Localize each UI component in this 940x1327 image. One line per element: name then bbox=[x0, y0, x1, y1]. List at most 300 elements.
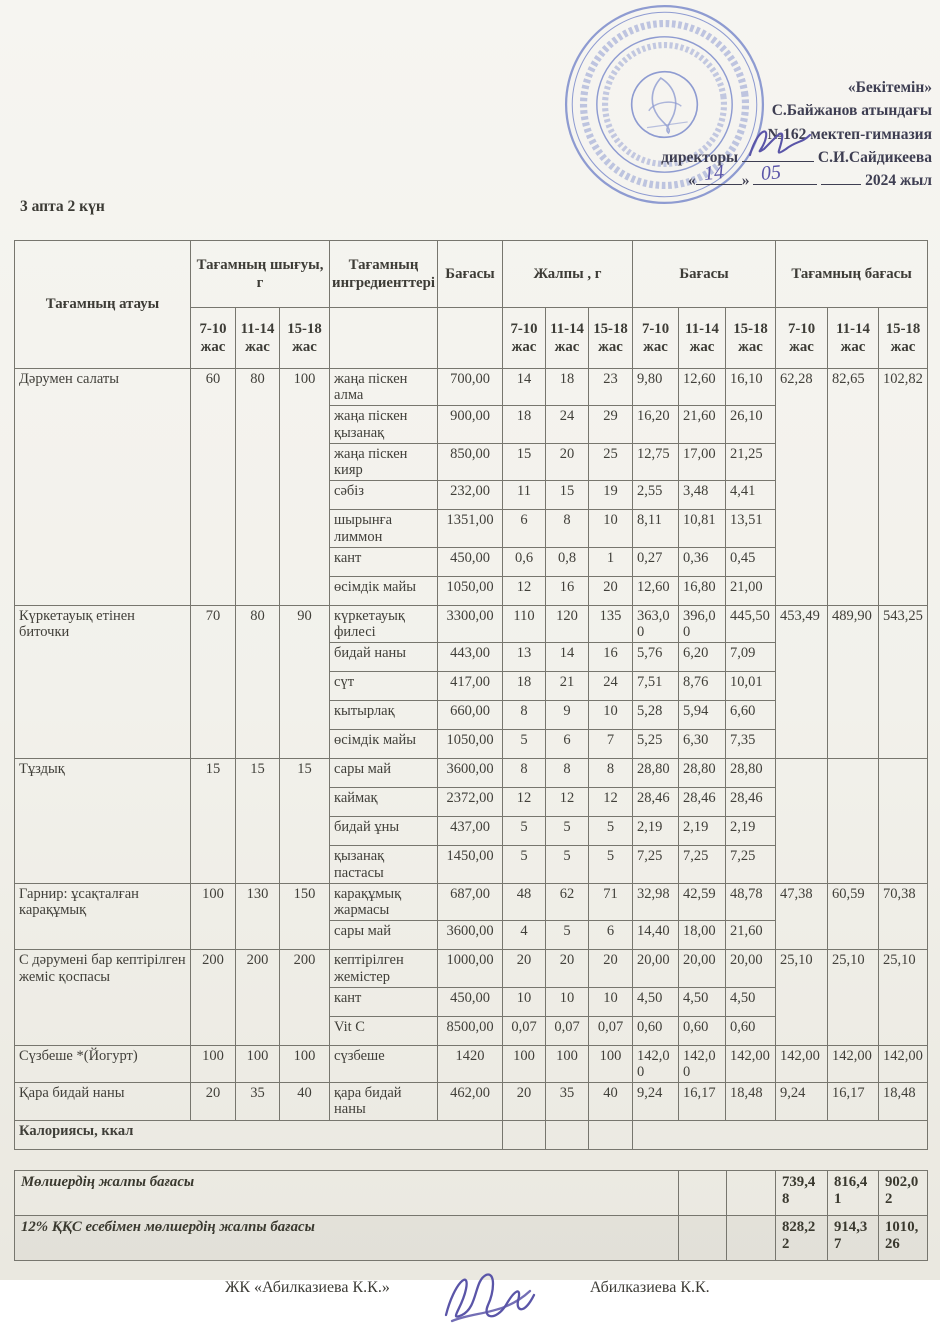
cost-cell: 7,25 bbox=[633, 846, 679, 883]
cost-cell: 6,30 bbox=[679, 730, 726, 759]
age-col-header: 11-14 жас bbox=[828, 308, 879, 369]
cost-cell: 12,75 bbox=[633, 443, 679, 480]
portion-cell: 100 bbox=[280, 1045, 330, 1082]
col-header-unit-price: Бағасы bbox=[438, 241, 503, 308]
cost-cell: 142,00 bbox=[726, 1045, 776, 1082]
ingredient-name-cell: өсімдік майы bbox=[330, 730, 438, 759]
cost-cell: 16,20 bbox=[633, 406, 679, 443]
unit-price-cell: 1351,00 bbox=[438, 510, 503, 547]
col-header-dish-name: Тағамның атауы bbox=[15, 241, 191, 369]
portion-cell: 40 bbox=[280, 1083, 330, 1120]
qty-cell: 12 bbox=[589, 788, 633, 817]
cost-cell: 8,11 bbox=[633, 510, 679, 547]
dish-price-cell: 25,10 bbox=[879, 950, 928, 1045]
qty-cell: 14 bbox=[546, 643, 589, 672]
qty-cell: 20 bbox=[546, 443, 589, 480]
col-header-total-g: Жалпы , г bbox=[503, 241, 633, 308]
ingredient-row bbox=[15, 759, 928, 788]
qty-cell: 20 bbox=[546, 950, 589, 987]
ingredient-name-cell: жаңа піскен кияр bbox=[330, 443, 438, 480]
qty-cell: 18 bbox=[546, 369, 589, 406]
portion-cell: 70 bbox=[191, 605, 236, 758]
qty-cell: 62 bbox=[546, 883, 589, 920]
dish-price-cell: 102,82 bbox=[879, 369, 928, 606]
qty-cell: 5 bbox=[503, 817, 546, 846]
age-col-header: 15-18 жас bbox=[589, 308, 633, 369]
portion-cell: 200 bbox=[280, 950, 330, 1045]
week-day-label: 3 апта 2 күн bbox=[20, 198, 105, 215]
calories-label-cell: Калориясы, ккал bbox=[15, 1120, 503, 1149]
approval-line-1: «Бекітемін» bbox=[847, 79, 932, 96]
cost-cell: 4,50 bbox=[633, 987, 679, 1016]
dish-price-cell: 142,00 bbox=[828, 1045, 879, 1082]
qty-cell: 8 bbox=[503, 759, 546, 788]
dish-price-cell: 18,48 bbox=[879, 1083, 928, 1120]
age-col-header: 11-14 жас bbox=[546, 308, 589, 369]
dish-name-cell: Күркетауық етінен биточки bbox=[15, 605, 191, 758]
document-footer bbox=[0, 1271, 940, 1327]
qty-cell: 15 bbox=[503, 443, 546, 480]
cost-cell: 5,28 bbox=[633, 701, 679, 730]
portion-cell: 100 bbox=[191, 1045, 236, 1082]
qty-cell: 7 bbox=[589, 730, 633, 759]
ingredient-name-cell: қызанақ пастасы bbox=[330, 846, 438, 883]
ingredient-name-cell: өсімдік майы bbox=[330, 576, 438, 605]
cost-cell: 28,80 bbox=[726, 759, 776, 788]
unit-price-cell: 900,00 bbox=[438, 406, 503, 443]
calories-row bbox=[15, 1120, 928, 1149]
qty-cell: 5 bbox=[546, 846, 589, 883]
cost-cell: 7,25 bbox=[679, 846, 726, 883]
qty-cell: 1 bbox=[589, 547, 633, 576]
qty-cell: 21 bbox=[546, 672, 589, 701]
portion-cell: 80 bbox=[236, 605, 280, 758]
date-year: 2024 жыл bbox=[865, 172, 932, 189]
dish-price-cell: 82,65 bbox=[828, 369, 879, 606]
qty-cell: 8 bbox=[546, 510, 589, 547]
dish-name-cell: Гарнир: ұсақталған карақұмық bbox=[15, 883, 191, 949]
date-day-blank bbox=[696, 161, 742, 185]
qty-cell: 19 bbox=[589, 481, 633, 510]
age-col-header: 7-10 жас bbox=[503, 308, 546, 369]
dish-price-cell: 543,25 bbox=[879, 605, 928, 758]
qty-cell: 16 bbox=[546, 576, 589, 605]
qty-cell: 29 bbox=[589, 406, 633, 443]
document-header bbox=[0, 0, 940, 240]
cost-cell: 26,10 bbox=[726, 406, 776, 443]
cost-cell: 21,60 bbox=[679, 406, 726, 443]
portion-cell: 35 bbox=[236, 1083, 280, 1120]
cost-cell: 7,09 bbox=[726, 643, 776, 672]
cost-cell: 28,46 bbox=[679, 788, 726, 817]
unit-price-cell: 232,00 bbox=[438, 481, 503, 510]
portion-cell: 15 bbox=[236, 759, 280, 883]
summary-row-total bbox=[15, 1170, 928, 1215]
age-col-header: 11-14 жас bbox=[236, 308, 280, 369]
cost-cell: 4,50 bbox=[726, 987, 776, 1016]
summary-value-15-18: 902,02 bbox=[879, 1170, 928, 1215]
dish-name-cell: Дәрумен салаты bbox=[15, 369, 191, 606]
cost-cell: 2,19 bbox=[679, 817, 726, 846]
dish-price-cell: 47,38 bbox=[776, 883, 828, 949]
cost-cell: 6,60 bbox=[726, 701, 776, 730]
qty-cell: 9 bbox=[546, 701, 589, 730]
cost-cell: 21,00 bbox=[726, 576, 776, 605]
portion-cell: 15 bbox=[191, 759, 236, 883]
unit-price-cell: 450,00 bbox=[438, 547, 503, 576]
age-col-header: 7-10 жас bbox=[633, 308, 679, 369]
portion-cell: 90 bbox=[280, 605, 330, 758]
unit-price-cell: 1420 bbox=[438, 1045, 503, 1082]
ingredient-name-cell: жаңа піскен алма bbox=[330, 369, 438, 406]
qty-cell: 12 bbox=[503, 576, 546, 605]
empty-subheader-cell bbox=[438, 308, 503, 369]
unit-price-cell: 3300,00 bbox=[438, 605, 503, 642]
calories-empty-cell bbox=[546, 1120, 589, 1149]
cost-cell: 28,80 bbox=[679, 759, 726, 788]
qty-cell: 24 bbox=[589, 672, 633, 701]
qty-cell: 10 bbox=[503, 987, 546, 1016]
qty-cell: 100 bbox=[546, 1045, 589, 1082]
qty-cell: 5 bbox=[589, 817, 633, 846]
cost-cell: 2,19 bbox=[633, 817, 679, 846]
ingredient-row bbox=[15, 1045, 928, 1082]
unit-price-cell: 1050,00 bbox=[438, 730, 503, 759]
cost-cell: 18,48 bbox=[726, 1083, 776, 1120]
qty-cell: 18 bbox=[503, 406, 546, 443]
director-signature-icon bbox=[744, 121, 822, 163]
ingredient-name-cell: кептірілген жемістер bbox=[330, 950, 438, 987]
summary-row-total-with-vat bbox=[15, 1215, 928, 1260]
ingredient-row bbox=[15, 605, 928, 642]
portion-cell: 60 bbox=[191, 369, 236, 606]
cost-cell: 7,51 bbox=[633, 672, 679, 701]
cost-cell: 0,27 bbox=[633, 547, 679, 576]
qty-cell: 4 bbox=[503, 921, 546, 950]
qty-cell: 20 bbox=[589, 950, 633, 987]
ingredient-name-cell: сары май bbox=[330, 759, 438, 788]
cost-cell: 6,20 bbox=[679, 643, 726, 672]
cost-cell: 48,78 bbox=[726, 883, 776, 920]
dish-name-cell: Қара бидай наны bbox=[15, 1083, 191, 1120]
summary-table bbox=[14, 1170, 928, 1261]
cost-cell: 28,46 bbox=[633, 788, 679, 817]
unit-price-cell: 687,00 bbox=[438, 883, 503, 920]
portion-cell: 130 bbox=[236, 883, 280, 949]
ingredient-row bbox=[15, 883, 928, 920]
approval-line-2: С.Байжанов атындағы bbox=[771, 102, 932, 120]
cost-cell: 7,25 bbox=[726, 846, 776, 883]
cost-cell: 4,41 bbox=[726, 481, 776, 510]
dish-name-cell: Тұздық bbox=[15, 759, 191, 883]
cost-cell: 32,98 bbox=[633, 883, 679, 920]
cost-cell: 0,45 bbox=[726, 547, 776, 576]
dish-price-cell: 453,49 bbox=[776, 605, 828, 758]
summary-value-7-10: 828,22 bbox=[776, 1215, 828, 1260]
cost-cell: 10,01 bbox=[726, 672, 776, 701]
portion-cell: 200 bbox=[236, 950, 280, 1045]
cost-cell: 142,00 bbox=[679, 1045, 726, 1082]
qty-cell: 110 bbox=[503, 605, 546, 642]
ingredient-name-cell: Vit C bbox=[330, 1016, 438, 1045]
qty-cell: 100 bbox=[503, 1045, 546, 1082]
cost-cell: 8,76 bbox=[679, 672, 726, 701]
ingredient-name-cell: сәбіз bbox=[330, 481, 438, 510]
dish-price-cell: 25,10 bbox=[776, 950, 828, 1045]
ingredient-name-cell: күркетауық филесі bbox=[330, 605, 438, 642]
qty-cell: 5 bbox=[503, 730, 546, 759]
date-month-blank bbox=[753, 161, 817, 185]
unit-price-cell: 700,00 bbox=[438, 369, 503, 406]
cost-cell: 396,00 bbox=[679, 605, 726, 642]
summary-value-7-10: 739,48 bbox=[776, 1170, 828, 1215]
cost-cell: 42,59 bbox=[679, 883, 726, 920]
unit-price-cell: 437,00 bbox=[438, 817, 503, 846]
ingredient-row bbox=[15, 950, 928, 987]
age-col-header: 7-10 жас bbox=[776, 308, 828, 369]
cost-cell: 0,60 bbox=[679, 1016, 726, 1045]
age-col-header: 15-18 жас bbox=[726, 308, 776, 369]
footer-signature-icon bbox=[432, 1265, 544, 1327]
qty-cell: 10 bbox=[589, 701, 633, 730]
qty-cell: 0,07 bbox=[503, 1016, 546, 1045]
qty-cell: 135 bbox=[589, 605, 633, 642]
cost-cell: 20,00 bbox=[679, 950, 726, 987]
unit-price-cell: 1050,00 bbox=[438, 576, 503, 605]
summary-empty-cell bbox=[679, 1215, 727, 1260]
cost-cell: 16,17 bbox=[679, 1083, 726, 1120]
cost-cell: 445,50 bbox=[726, 605, 776, 642]
cost-cell: 18,00 bbox=[679, 921, 726, 950]
qty-cell: 6 bbox=[589, 921, 633, 950]
col-header-price: Бағасы bbox=[633, 241, 776, 308]
unit-price-cell: 1000,00 bbox=[438, 950, 503, 987]
approval-block bbox=[661, 76, 932, 192]
handwritten-day: 14 bbox=[702, 161, 725, 185]
date-quote-open: « bbox=[687, 172, 696, 189]
ingredient-row bbox=[15, 369, 928, 406]
header-group-row bbox=[15, 241, 928, 308]
qty-cell: 5 bbox=[546, 921, 589, 950]
qty-cell: 8 bbox=[503, 701, 546, 730]
portion-cell: 150 bbox=[280, 883, 330, 949]
cost-cell: 363,00 bbox=[633, 605, 679, 642]
unit-price-cell: 3600,00 bbox=[438, 759, 503, 788]
age-col-header: 7-10 жас bbox=[191, 308, 236, 369]
portion-cell: 100 bbox=[191, 883, 236, 949]
qty-cell: 5 bbox=[546, 817, 589, 846]
summary-value-15-18: 1010,26 bbox=[879, 1215, 928, 1260]
dish-name-cell: С дәрумені бар кептірілген жеміс қоспасы bbox=[15, 950, 191, 1045]
ingredient-name-cell: бидай наны bbox=[330, 643, 438, 672]
cost-cell: 12,60 bbox=[633, 576, 679, 605]
cost-cell: 7,35 bbox=[726, 730, 776, 759]
qty-cell: 6 bbox=[546, 730, 589, 759]
qty-cell: 14 bbox=[503, 369, 546, 406]
qty-cell: 18 bbox=[503, 672, 546, 701]
date-quote-close: » bbox=[741, 172, 750, 189]
unit-price-cell: 3600,00 bbox=[438, 921, 503, 950]
summary-empty-cell bbox=[727, 1215, 776, 1260]
col-header-ingredients: Тағамның ингредиенттері bbox=[330, 241, 438, 308]
dish-price-cell bbox=[776, 759, 828, 883]
calories-empty-span-cell bbox=[633, 1120, 928, 1149]
portion-cell: 80 bbox=[236, 369, 280, 606]
cost-cell: 17,00 bbox=[679, 443, 726, 480]
cost-cell: 5,76 bbox=[633, 643, 679, 672]
qty-cell: 71 bbox=[589, 883, 633, 920]
qty-cell: 5 bbox=[589, 846, 633, 883]
unit-price-cell: 8500,00 bbox=[438, 1016, 503, 1045]
qty-cell: 20 bbox=[589, 576, 633, 605]
portion-cell: 100 bbox=[236, 1045, 280, 1082]
cost-cell: 16,80 bbox=[679, 576, 726, 605]
qty-cell: 10 bbox=[589, 987, 633, 1016]
calories-empty-cell bbox=[589, 1120, 633, 1149]
qty-cell: 12 bbox=[503, 788, 546, 817]
cost-cell: 12,60 bbox=[679, 369, 726, 406]
signer-name: Абилказиева К.К. bbox=[589, 1278, 710, 1296]
dish-price-cell: 62,28 bbox=[776, 369, 828, 606]
cost-cell: 13,51 bbox=[726, 510, 776, 547]
portion-cell: 200 bbox=[191, 950, 236, 1045]
cost-cell: 21,25 bbox=[726, 443, 776, 480]
portion-cell: 20 bbox=[191, 1083, 236, 1120]
company-name: ЖК «Абилказиева К.К.» bbox=[225, 1278, 390, 1296]
age-col-header: 15-18 жас bbox=[280, 308, 330, 369]
qty-cell: 16 bbox=[589, 643, 633, 672]
approval-line-3: №162 мектеп-гимназия bbox=[767, 125, 932, 143]
ingredient-name-cell: бидай ұны bbox=[330, 817, 438, 846]
summary-label: Мөлшердің жалпы бағасы bbox=[15, 1170, 679, 1215]
age-col-header: 15-18 жас bbox=[879, 308, 928, 369]
dish-price-cell: 9,24 bbox=[776, 1083, 828, 1120]
summary-value-11-14: 816,41 bbox=[828, 1170, 879, 1215]
qty-cell: 11 bbox=[503, 481, 546, 510]
cost-cell: 10,81 bbox=[679, 510, 726, 547]
dish-price-cell: 70,38 bbox=[879, 883, 928, 949]
dish-price-cell: 16,17 bbox=[828, 1083, 879, 1120]
cost-cell: 9,80 bbox=[633, 369, 679, 406]
ingredient-name-cell: сары май bbox=[330, 921, 438, 950]
handwritten-month: 05 bbox=[760, 161, 783, 185]
ingredient-name-cell: карақұмық жармасы bbox=[330, 883, 438, 920]
dish-price-cell: 60,59 bbox=[828, 883, 879, 949]
qty-cell: 0,07 bbox=[546, 1016, 589, 1045]
calories-empty-cell bbox=[503, 1120, 546, 1149]
unit-price-cell: 462,00 bbox=[438, 1083, 503, 1120]
dish-price-cell bbox=[879, 759, 928, 883]
qty-cell: 35 bbox=[546, 1083, 589, 1120]
cost-cell: 14,40 bbox=[633, 921, 679, 950]
qty-cell: 24 bbox=[546, 406, 589, 443]
qty-cell: 10 bbox=[589, 510, 633, 547]
unit-price-cell: 443,00 bbox=[438, 643, 503, 672]
cost-cell: 16,10 bbox=[726, 369, 776, 406]
cost-cell: 0,60 bbox=[633, 1016, 679, 1045]
cost-cell: 20,00 bbox=[633, 950, 679, 987]
unit-price-cell: 660,00 bbox=[438, 701, 503, 730]
summary-empty-cell bbox=[679, 1170, 727, 1215]
qty-cell: 40 bbox=[589, 1083, 633, 1120]
qty-cell: 23 bbox=[589, 369, 633, 406]
cost-cell: 3,48 bbox=[679, 481, 726, 510]
qty-cell: 0,6 bbox=[503, 547, 546, 576]
qty-cell: 100 bbox=[589, 1045, 633, 1082]
cost-cell: 5,94 bbox=[679, 701, 726, 730]
dish-name-cell: Сүзбеше *(Йогурт) bbox=[15, 1045, 191, 1082]
approval-director-line bbox=[661, 146, 932, 169]
director-prefix: директоры bbox=[661, 148, 739, 166]
ingredient-name-cell: шырынға лиммон bbox=[330, 510, 438, 547]
dish-price-cell bbox=[828, 759, 879, 883]
qty-cell: 0,07 bbox=[589, 1016, 633, 1045]
qty-cell: 20 bbox=[503, 950, 546, 987]
summary-value-11-14: 914,37 bbox=[828, 1215, 879, 1260]
col-header-output: Тағамның шығуы, г bbox=[191, 241, 330, 308]
unit-price-cell: 417,00 bbox=[438, 672, 503, 701]
ingredient-name-cell: жаңа піскен қызанақ bbox=[330, 406, 438, 443]
cost-cell: 2,55 bbox=[633, 481, 679, 510]
unit-price-cell: 850,00 bbox=[438, 443, 503, 480]
unit-price-cell: 1450,00 bbox=[438, 846, 503, 883]
qty-cell: 8 bbox=[589, 759, 633, 788]
summary-empty-cell bbox=[727, 1170, 776, 1215]
ingredient-name-cell: сүзбеше bbox=[330, 1045, 438, 1082]
qty-cell: 13 bbox=[503, 643, 546, 672]
unit-price-cell: 2372,00 bbox=[438, 788, 503, 817]
approval-date-line bbox=[661, 161, 932, 192]
date-filler-blank bbox=[821, 170, 861, 185]
cost-cell: 20,00 bbox=[726, 950, 776, 987]
qty-cell: 120 bbox=[546, 605, 589, 642]
portion-cell: 100 bbox=[280, 369, 330, 606]
director-name: С.И.Сайдикеева bbox=[817, 148, 932, 166]
ingredient-name-cell: қара бидай наны bbox=[330, 1083, 438, 1120]
ingredient-row bbox=[15, 1083, 928, 1120]
qty-cell: 6 bbox=[503, 510, 546, 547]
ingredient-name-cell: кант bbox=[330, 547, 438, 576]
qty-cell: 10 bbox=[546, 987, 589, 1016]
dish-price-cell: 25,10 bbox=[828, 950, 879, 1045]
ingredient-name-cell: кант bbox=[330, 987, 438, 1016]
qty-cell: 48 bbox=[503, 883, 546, 920]
cost-cell: 5,25 bbox=[633, 730, 679, 759]
qty-cell: 20 bbox=[503, 1083, 546, 1120]
dish-price-cell: 142,00 bbox=[879, 1045, 928, 1082]
ingredient-name-cell: кытырлақ bbox=[330, 701, 438, 730]
cost-cell: 0,60 bbox=[726, 1016, 776, 1045]
cost-cell: 21,60 bbox=[726, 921, 776, 950]
qty-cell: 5 bbox=[503, 846, 546, 883]
qty-cell: 25 bbox=[589, 443, 633, 480]
cost-cell: 28,46 bbox=[726, 788, 776, 817]
cost-cell: 28,80 bbox=[633, 759, 679, 788]
cost-cell: 9,24 bbox=[633, 1083, 679, 1120]
cost-cell: 4,50 bbox=[679, 987, 726, 1016]
summary-label: 12% ҚҚС есебімен мөлшердің жалпы бағасы bbox=[15, 1215, 679, 1260]
dish-price-cell: 142,00 bbox=[776, 1045, 828, 1082]
cost-cell: 2,19 bbox=[726, 817, 776, 846]
dish-price-cell: 489,90 bbox=[828, 605, 879, 758]
cost-cell: 0,36 bbox=[679, 547, 726, 576]
age-col-header: 11-14 жас bbox=[679, 308, 726, 369]
portion-cell: 15 bbox=[280, 759, 330, 883]
cost-cell: 142,00 bbox=[633, 1045, 679, 1082]
col-header-dish-price: Тағамның бағасы bbox=[776, 241, 928, 308]
qty-cell: 0,8 bbox=[546, 547, 589, 576]
qty-cell: 12 bbox=[546, 788, 589, 817]
